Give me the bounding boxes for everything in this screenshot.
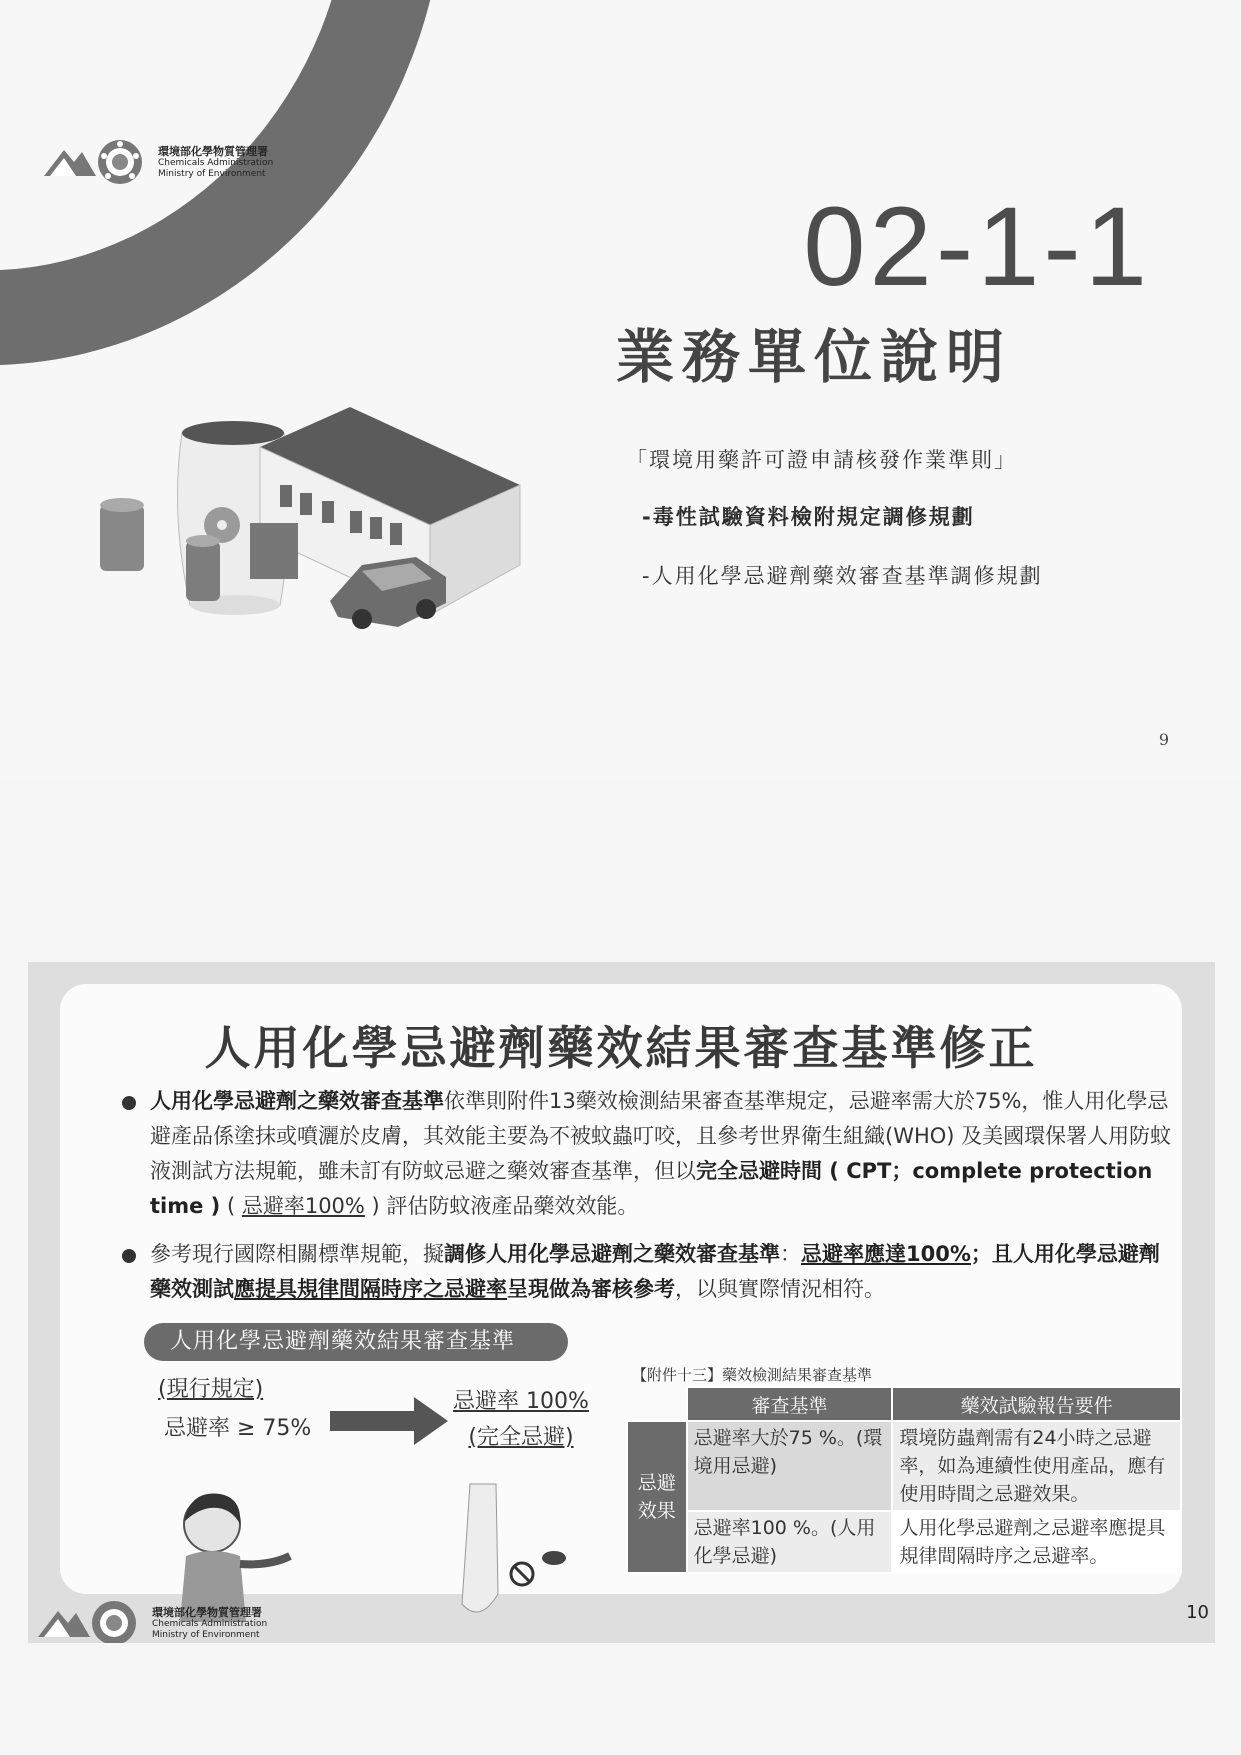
- item-guideline: 「環境用藥許可證申請核發作業準則」: [626, 448, 1017, 472]
- bullet-dot: [122, 1249, 136, 1263]
- ministry-logo-icon: [40, 136, 150, 188]
- slide-9: [0, 0, 1241, 780]
- table-caption: 【附件十三】藥效檢測結果審查基準: [632, 1366, 873, 1384]
- para2-bold-2: ；且人用化學忌避劑藥效測試: [150, 1242, 1160, 1301]
- standard-label: 人用化學忌避劑藥效結果審查基準: [144, 1323, 568, 1361]
- table-row: [627, 1421, 1181, 1511]
- table-header: 審查基準: [687, 1387, 893, 1421]
- page-number: 10: [1186, 1602, 1209, 1623]
- section-title: 業務單位說明: [616, 323, 1013, 391]
- para2-interval: 應提具規律間隔時序之忌避率: [234, 1277, 507, 1301]
- new-rule: [436, 1384, 606, 1456]
- para1-lead: 人用化學忌避劑之藥效審查基準: [150, 1089, 444, 1113]
- table-cell: 人用化學忌避劑之忌避率應提具規律間隔時序之忌避率。: [892, 1511, 1181, 1573]
- item-repellent: -人用化學忌避劑藥效審查基準調修規劃: [642, 564, 1043, 588]
- para2-end: ，以與實際情況相符。: [675, 1277, 885, 1301]
- org-logo: [40, 136, 273, 188]
- new-rule-value: 忌避率 100%: [453, 1389, 589, 1414]
- org-name-zh: 環境部化學物質管理署: [152, 1605, 262, 1619]
- table-cell: 忌避率100 %。(人用化學忌避): [687, 1511, 893, 1573]
- para2-colon: ：: [780, 1242, 801, 1266]
- current-rule-value: 忌避率 ≥ 75%: [164, 1416, 312, 1441]
- para2-rate: 忌避率應達100%: [801, 1242, 971, 1266]
- section-number: 02-1-1: [803, 184, 1151, 309]
- para1-end: ) 評估防蚊液產品藥效效能。: [364, 1194, 639, 1218]
- table-row: [627, 1511, 1181, 1573]
- paragraph-1: [150, 1084, 1180, 1224]
- para1-rate: 忌避率100%: [241, 1194, 365, 1218]
- slide-title: 人用化學忌避劑藥效結果審查基準修正: [204, 1021, 1038, 1075]
- org-logo-footer: [34, 1597, 267, 1643]
- para2-text-1: 參考現行國際相關標準規範，擬: [150, 1242, 444, 1266]
- page-number: 9: [1158, 730, 1169, 749]
- org-name-en-2: Ministry of Environment: [158, 168, 266, 179]
- new-rule-note: (完全忌避): [468, 1425, 574, 1450]
- para1-text: 依準則附件13藥效檢測結果審查基準規定，忌避率需大於75%，惟人用化學忌避產品係塗抹或噴灑於皮膚，其效能主要為不被蚊蟲叮咬，且參考世界衛生組織(WHO) 及美國環保署人用防蚊液測試方法規範，雖未訂有防蚊忌避之藥效審查基準，但以: [150, 1089, 1172, 1183]
- bullet-dot: [122, 1096, 136, 1110]
- arrow-right-icon: [330, 1395, 450, 1447]
- paragraph-2: [150, 1237, 1180, 1307]
- content-card: [60, 984, 1182, 1594]
- arm-mosquito-illustration: [450, 1474, 600, 1634]
- org-name-en-1: Chemicals Administration: [152, 1618, 268, 1629]
- item-toxicity: -毒性試驗資料檢附規定調修規劃: [642, 505, 975, 529]
- criteria-table: [626, 1386, 1182, 1574]
- para2-bold-1: 調修人用化學忌避劑之藥效審查基準: [444, 1242, 780, 1266]
- slide-10: [28, 962, 1215, 1643]
- org-name-zh: 環境部化學物質管理署: [158, 144, 268, 158]
- table-cell: 環境防蟲劑需有24小時之忌避率，如為連續性使用產品，應有使用時間之忌避效果。: [892, 1421, 1181, 1511]
- table-cell: 忌避率大於75 %。(環境用忌避): [687, 1421, 893, 1511]
- industrial-illustration: [100, 405, 540, 705]
- mosquito-icon: [542, 1551, 566, 1565]
- current-rule-label: (現行規定): [158, 1377, 264, 1402]
- para2-bold-3: 呈現做為審核參考: [507, 1277, 675, 1301]
- table-header-row: [627, 1387, 1181, 1421]
- row-head: 忌避效果: [627, 1421, 687, 1573]
- para1-paren-open: (: [220, 1194, 242, 1218]
- org-name-en-2: Ministry of Environment: [152, 1629, 260, 1640]
- table-header: 藥效試驗報告要件: [892, 1387, 1181, 1421]
- para1-cpt: 完全忌避時間 ( CPT；complete protection time ): [150, 1159, 1153, 1218]
- ministry-logo-icon: [34, 1597, 144, 1643]
- org-name-en-1: Chemicals Administration: [158, 157, 274, 168]
